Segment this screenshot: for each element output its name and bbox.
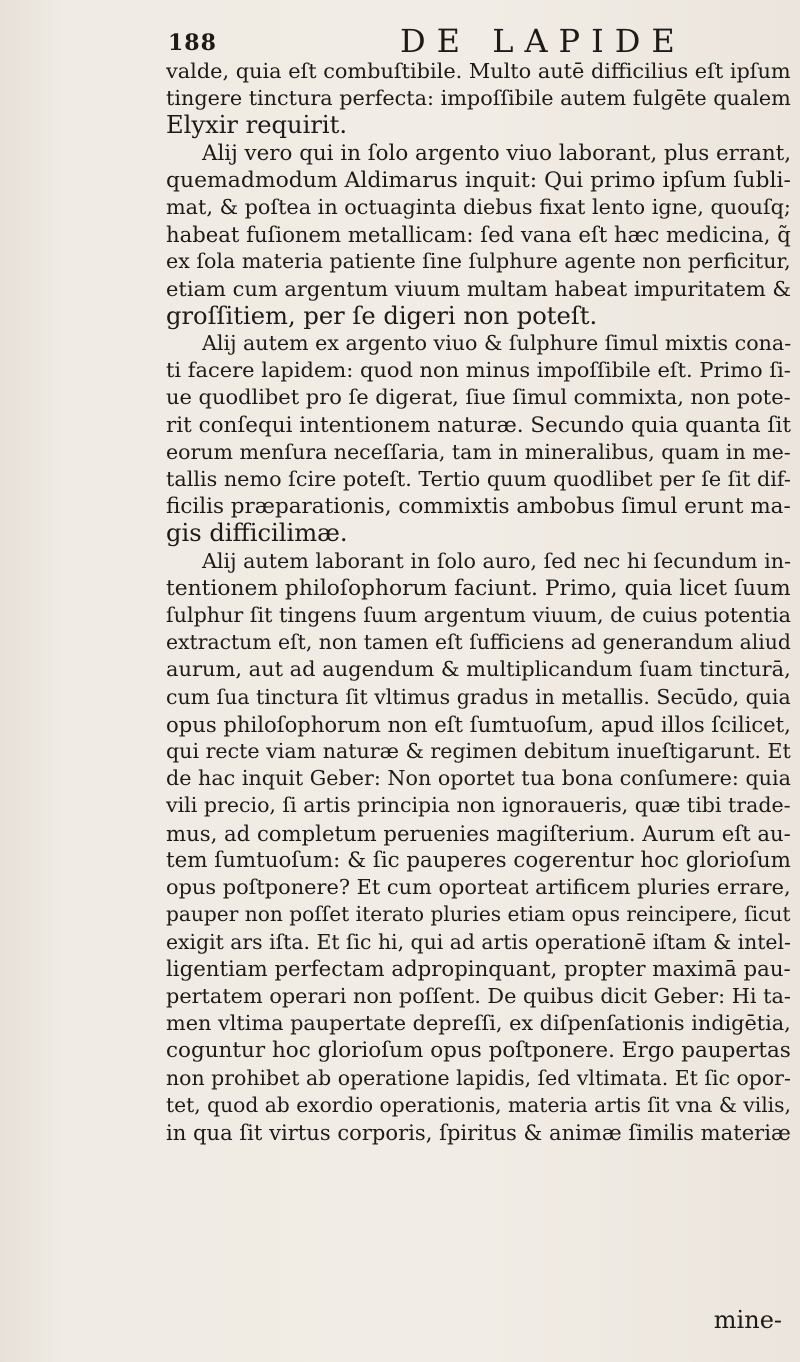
text-line: eorum menſura neceſſaria, tam in mineralibus, quam in me- [166,439,791,464]
text-line: ex ſola materia patiente ſine ſulphure agente non perficitur, [166,249,791,274]
text-line: gis difficilimæ. [166,520,348,548]
text-line: aurum, aut ad augendum & multiplicandum ſuam tincturā, [166,657,791,682]
text-line: non prohibet ab operatione lapidis, ſed vltimata. Et ſic opor- [166,1065,791,1090]
text-line: mus, ad completum peruenies magiſterium. Aurum eſt au- [166,820,791,846]
text-line: rit conſequi intentionem naturæ. Secundo quia quanta ſit [166,412,791,438]
text-line: tallis nemo ſcire poteſt. Tertio quum quodlibet per ſe ſit dif- [166,467,791,492]
text-line: tentionem philoſophorum faciunt. Primo, quia licet ſuum [166,575,791,601]
text-line: tem ſumtuoſum: & ſic pauperes cogerentur hoc glorioſum [166,847,791,873]
text-line: de hac inquit Geber: Non oportet tua bona conſumere: quia [166,766,791,791]
text-line: pertatem operari non poſſent. De quibus dicit Geber: Hi ta- [166,983,791,1008]
text-line: Alij autem ex argento viuo & ſulphure ſimul mixtis cona- [202,331,792,356]
text-line: ficilis præparationis, commixtis ambobus ſimul erunt ma- [166,494,791,520]
text-line: habeat fuſionem metallicam: ſed vana eſt hæc medicina, q̃ [166,222,791,248]
text-line: extractum eſt, non tamen eſt ſufficiens ad generandum aliud [166,630,791,655]
running-head: DE LAPIDE [400,22,686,60]
text-line: groſſitiem, per ſe digeri non poteſt. [166,302,598,330]
text-line: etiam cum argentum viuum multam habeat impuritatem & [166,276,792,301]
text-line: valde, quia eſt combuſtibile. Multo autē difficilius eſt ipſum [166,59,791,83]
text-line: vili precio, ſi artis principia non ignoraueris, quæ tibi trade- [166,793,791,818]
text-line: cum ſua tinctura ſit vltimus gradus in metallis. Secūdo, quia [166,684,791,709]
text-line: Elyxir requirit. [166,112,348,140]
text-line: mat, & poſtea in octuaginta diebus fixat lento igne, quouſq; [166,195,791,220]
text-line: ligentiam perfectam adpropinquant, propter maximā pau- [166,956,791,982]
text-line: in qua ſit virtus corporis, ſpiritus & animæ ſimilis materiæ [166,1119,791,1145]
page-header [168,22,770,60]
text-line: ſulphur ſit tingens ſuum argentum viuum, de cuius potentia [166,603,791,628]
text-line: quemadmodum Aldimarus inquit: Qui primo ipſum ſubli- [166,167,791,193]
text-line: qui recte viam naturæ & regimen debitum inueſtigarunt. Et [166,739,791,764]
page-number: 188 [168,30,217,56]
text-line: opus poſtponere? Et cum oporteat artificem pluries errare, [166,875,791,900]
text-line: Alij vero qui in ſolo argento viuo laborant, plus errant, [202,140,792,166]
body-text [166,58,794,1146]
text-line: tet, quod ab exordio operationis, materia artis ſit vna & vilis, [166,1092,791,1117]
text-line: tingere tinctura perfecta: impoſſibile autem fulgēte qualem [166,86,791,111]
text-line: exigit ars iſta. Et ſic hi, qui ad artis operationē iſtam & intel- [166,929,791,954]
text-line: men vltima paupertate depreſſi, ex diſpenſationis indigētia, [166,1011,791,1036]
text-line: opus philoſophorum non eſt ſumtuoſum, apud illos ſcilicet, [166,711,791,737]
text-line: Alij autem laborant in ſolo auro, ſed nec hi ſecundum in- [202,548,791,573]
catchword: mine- [713,1306,782,1334]
text-line: ue quodlibet pro ſe digerat, ſiue ſimul commixta, non pote- [166,385,791,410]
text-line: coguntur hoc glorioſum opus poſtponere. Ergo paupertas [166,1038,791,1064]
text-line: pauper non poſſet iterato pluries etiam opus reincipere, ſicut [166,902,791,927]
text-line: ti facere lapidem: quod non minus impoſſibile eſt. Primo ſi- [166,358,791,383]
